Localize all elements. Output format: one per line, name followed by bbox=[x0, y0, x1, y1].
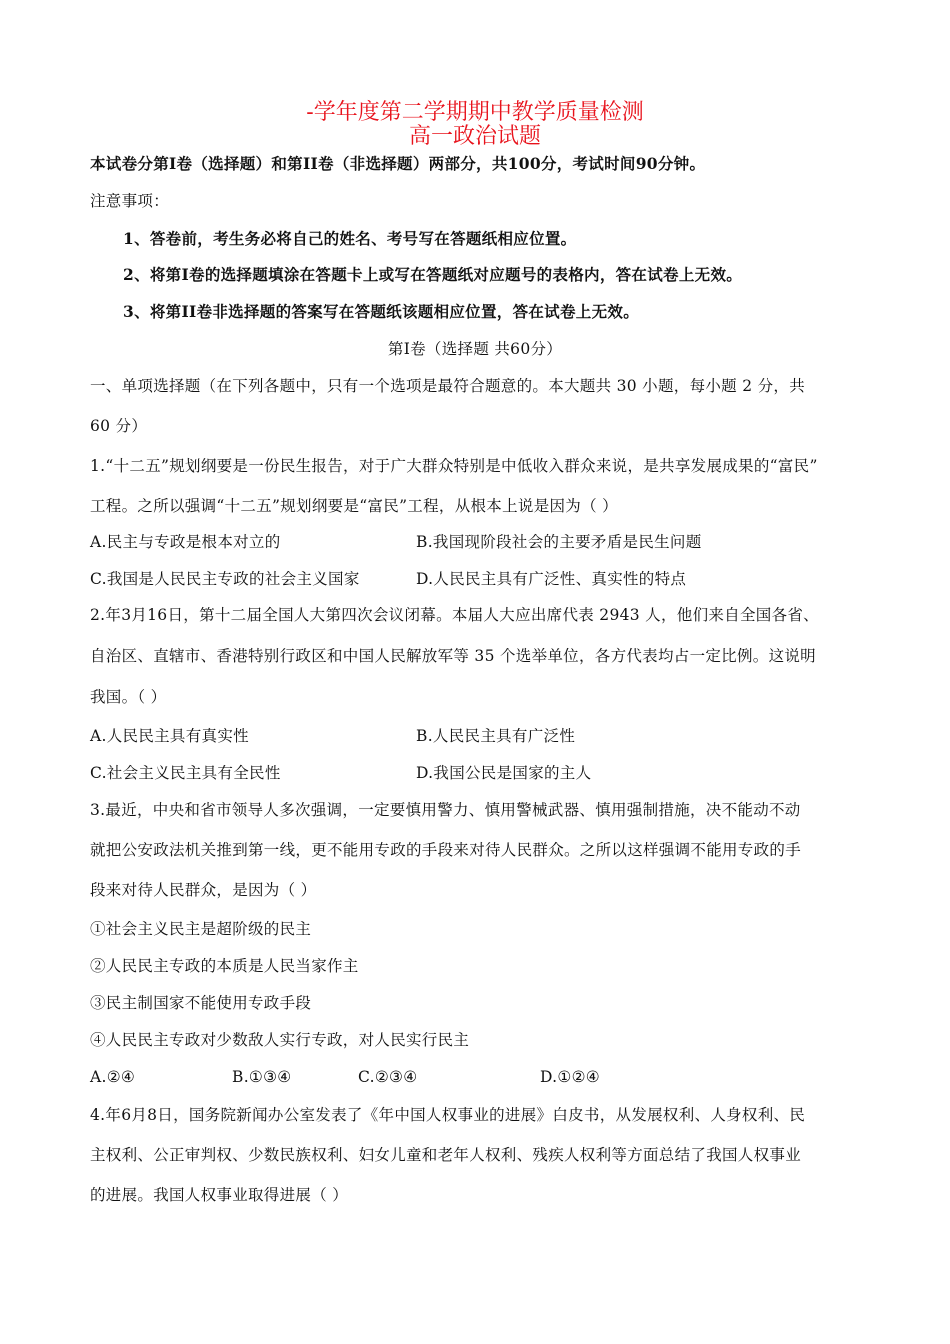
option-b: B.我国现阶段社会的主要矛盾是民生问题 bbox=[416, 533, 702, 551]
option-d: D.我国公民是国家的主人 bbox=[416, 764, 592, 782]
exam-title: -学年度第二学期期中教学质量检测 bbox=[306, 100, 644, 125]
option-d: D.人民民主具有广泛性、真实性的特点 bbox=[416, 570, 687, 588]
question-stem: 3.最近，中央和省市领导人多次强调，一定要慎用警力、慎用警械武器、慎用强制措施，决不能动不动 bbox=[90, 801, 801, 819]
statement: ④人民民主专政对少数敌人实行专政，对人民实行民主 bbox=[90, 1031, 470, 1049]
question-stem: 4.年6月8日，国务院新闻办公室发表了《年中国人权事业的进展》白皮书，从发展权利、人身权利、民 bbox=[90, 1106, 806, 1124]
option-a: A.人民民主具有真实性 bbox=[90, 727, 249, 745]
option-b: B.人民民主具有广泛性 bbox=[416, 727, 576, 745]
question-stem: 主权利、公正审判权、少数民族权利、妇女儿童和老年人权利、残疾人权利等方面总结了我国人权事业 bbox=[90, 1146, 802, 1164]
option-b: B.①③④ bbox=[232, 1068, 292, 1086]
option-d: D.①②④ bbox=[540, 1068, 600, 1086]
exam-subtitle: 高一政治试题 bbox=[408, 124, 541, 149]
notice-item: 1、答卷前，考生务必将自己的姓名、考号写在答题纸相应位置。 bbox=[123, 229, 577, 248]
question-stem: 2.年3月16日，第十二届全国人大第四次会议闭幕。本届人大应出席代表 2943 人，他们来自全国各省、 bbox=[90, 606, 819, 624]
statement: ②人民民主专政的本质是人民当家作主 bbox=[90, 957, 359, 975]
question-stem: 就把公安政法机关推到第一线，更不能用专政的手段来对待人民群众。之所以这样强调不能用专政的手 bbox=[90, 841, 802, 859]
option-a: A.②④ bbox=[90, 1068, 136, 1086]
option-c: C.我国是人民民主专政的社会主义国家 bbox=[90, 570, 360, 588]
section-heading: 第I卷（选择题 共60分） bbox=[387, 340, 563, 358]
option-c: C.社会主义民主具有全民性 bbox=[90, 764, 281, 782]
statement: ①社会主义民主是超阶级的民主 bbox=[90, 920, 312, 938]
section-instruction: 一、单项选择题（在下列各题中，只有一个选项是最符合题意的。本大题共 30 小题，每小题 2 分，共 bbox=[90, 377, 805, 395]
notice-item: 2、将第I卷的选择题填涂在答题卡上或写在答题纸对应题号的表格内，答在试卷上无效。 bbox=[123, 265, 743, 284]
notice-heading: 注意事项： bbox=[90, 192, 170, 210]
question-stem: 段来对待人民群众，是因为（ ） bbox=[90, 881, 317, 899]
option-c: C.②③④ bbox=[358, 1068, 418, 1086]
section-instruction-cont: 60 分） bbox=[90, 417, 148, 435]
question-stem: 工程。之所以强调“十二五”规划纲要是“富民”工程，从根本上说是因为（ ） bbox=[90, 497, 618, 515]
question-stem: 我国。（ ） bbox=[90, 688, 167, 706]
notice-item: 3、将第II卷非选择题的答案写在答题纸该题相应位置，答在试卷上无效。 bbox=[123, 302, 639, 321]
statement: ③民主制国家不能使用专政手段 bbox=[90, 994, 312, 1012]
question-stem: 的进展。我国人权事业取得进展（ ） bbox=[90, 1186, 349, 1204]
question-stem: 自治区、直辖市、香港特别行政区和中国人民解放军等 35 个选举单位，各方代表均占一定比例。这说明 bbox=[90, 647, 816, 665]
option-a: A.民主与专政是根本对立的 bbox=[90, 533, 281, 551]
exam-intro: 本试卷分第I卷（选择题）和第II卷（非选择题）两部分，共100分，考试时间90分钟。 bbox=[90, 154, 706, 173]
question-stem: 1.“十二五”规划纲要是一份民生报告，对于广大群众特别是中低收入群众来说，是共享发展成果的“富民” bbox=[90, 457, 818, 475]
